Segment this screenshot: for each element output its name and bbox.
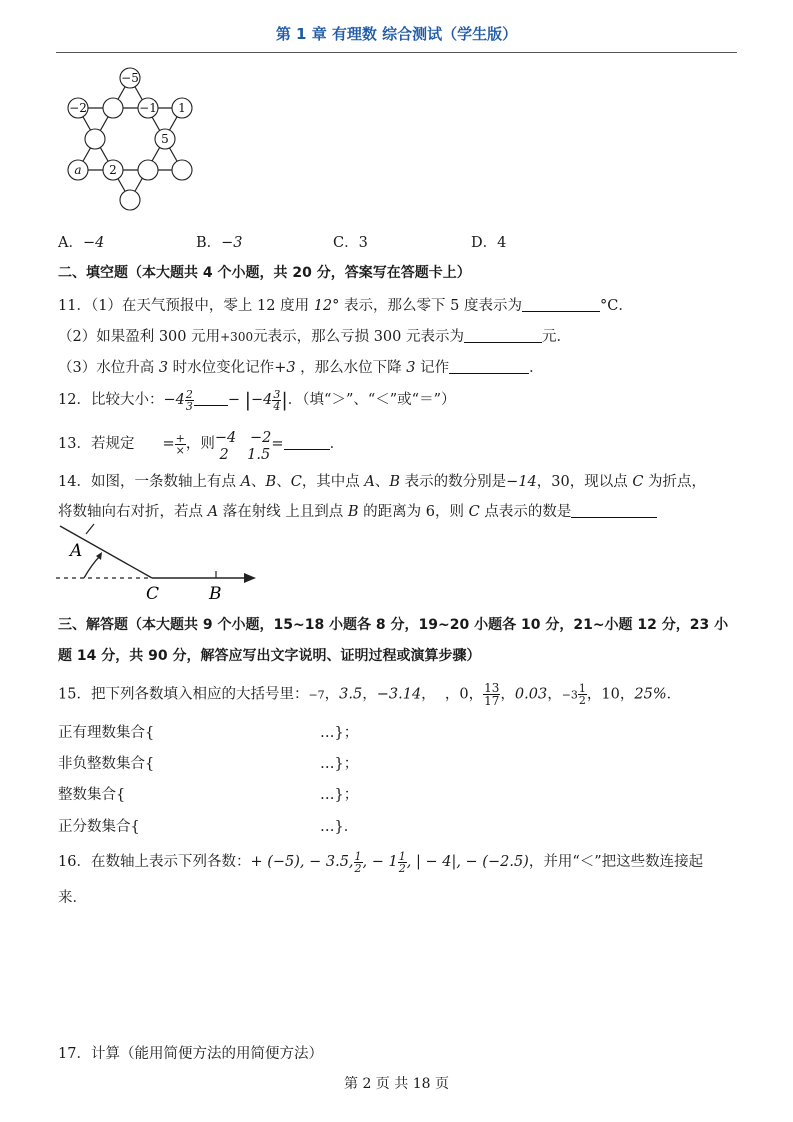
q14-line1: 14．如图，一条数轴上有点 A、B、C，其中点 A、B 表示的数分别是−14，30，现以点 C 为折点， — [58, 474, 707, 490]
q10-option-b: B．−3 — [196, 235, 243, 251]
star-label-inner-right: −1 — [139, 101, 157, 115]
fold-label-B: B — [209, 584, 222, 602]
q12-blank[interactable] — [194, 405, 228, 406]
q14-line2: 将数轴向右对折，若点 A 落在射线 上且到点 B 的距离为 6，则 C 点表示的数是 — [58, 500, 657, 521]
star-node-bottom — [120, 190, 140, 210]
q16-mixed-fraction: $\frac{1}{2}$ — [398, 849, 406, 875]
fold-label-C: C — [146, 584, 160, 602]
page-title: 第 1 章 有理数 综合测试（学生版） — [275, 25, 518, 43]
star-label-left: −2 — [69, 101, 87, 115]
q10-option-d: D．4 — [471, 235, 507, 251]
section3-title-line2: 题 14 分，共 90 分，解答应写出文字说明、证明过程或演算步骤） — [58, 648, 481, 664]
q13-matrix: −4 −2 2 1.5 — [214, 430, 272, 463]
q16-line1: 16．在数轴上表示下列各数：+ (−5), − 3.5, $\frac{1}{2}$ , − 1 $\frac{1}{2}$ , | − 4|, − (−2.5)，并用“＜”把这些数连接起 — [58, 849, 704, 875]
q12-fraction-1: $\frac{2}{3}$ — [185, 387, 193, 413]
star-label-right: 1 — [178, 101, 186, 115]
q15-set-positive-fraction: 正分数集合{ …}． — [58, 819, 359, 835]
star-node-inner-left — [103, 98, 123, 118]
q15-fraction: $\frac{13}{17}$ — [484, 681, 500, 708]
star-label-bottom-left: a — [74, 163, 82, 177]
q16-line2: 来． — [58, 890, 87, 906]
star-label-mid-right: 5 — [161, 132, 169, 146]
star-label-top: −5 — [121, 71, 139, 85]
q11-part1: 11．（1）在天气预报中，零上 12 度用 12° 表示，那么零下 5 度表示为 °C． — [58, 298, 633, 314]
fold-label-A: A — [70, 541, 83, 561]
page-header — [56, 22, 737, 53]
q15-line: 15．把下列各数填入相应的大括号里：−7，3.5，−3.14， ，0， $\frac{13}{17}$ ，0.03，−3 $\frac{1}{2}$ ，10，25%． — [58, 681, 682, 708]
q16-fraction-half: $\frac{1}{2}$ — [354, 849, 362, 875]
star-label-bottom-inner: 2 — [109, 163, 117, 177]
q15-set-nonnegative-integer: 非负整数集合{ …}； — [58, 756, 359, 772]
star-figure — [60, 64, 200, 216]
fold-figure — [56, 522, 266, 602]
q13-blank[interactable] — [284, 449, 330, 450]
q15-set-integer: 整数集合{ …}； — [58, 787, 359, 803]
page-footer: 第 2 页 共 18 页 — [344, 1076, 449, 1092]
q10-option-c: C．3 — [333, 235, 368, 251]
star-node-bottom-right — [172, 160, 192, 180]
q13-definition-fraction: $\frac{+}{\times}$ — [175, 431, 185, 457]
q11-part2: （2）如果盈利 300 元用+300元表示，那么亏损 300 元表示为 元． — [58, 329, 571, 345]
q12-fraction-2: $\frac{3}{4}$ — [273, 387, 281, 413]
q11-part3: （3）水位升高 3 时水位变化记作+3 ，那么水位下降 3 记作 ． — [58, 360, 544, 376]
section2-title: 二、填空题（本大题共 4 个小题，共 20 分，答案写在答题卡上） — [58, 265, 471, 281]
q12-line: 12．比较大小：−4 $\frac{2}{3}$ − |−4 $\frac{3}{4}$ |．（填“＞”、“＜”或“＝”） — [58, 387, 456, 413]
q10-option-a: A．−4 — [58, 235, 105, 251]
q15-set-positive-rational: 正有理数集合{ …}； — [58, 725, 359, 741]
q17-line: 17．计算（能用简便方法的用简便方法） — [58, 1046, 323, 1062]
section3-title-line1: 三、解答题（本大题共 9 个小题，15~18 小题各 8 分，19~20 小题各 10 分，21~小题 12 分，23 小 — [58, 617, 729, 633]
q14-blank[interactable] — [571, 517, 657, 518]
star-node-mid-left — [85, 129, 105, 149]
q13-line: 13．若规定 = $\frac{+}{\times}$ ，则 −4 −2 2 1.5 = ． — [58, 430, 345, 463]
q11-blank-1[interactable] — [522, 311, 600, 312]
q11-blank-2[interactable] — [464, 342, 542, 343]
star-node-bottom-inner-right — [138, 160, 158, 180]
q15-mixed-fraction: $\frac{1}{2}$ — [578, 682, 586, 707]
q11-blank-3[interactable] — [449, 373, 529, 374]
